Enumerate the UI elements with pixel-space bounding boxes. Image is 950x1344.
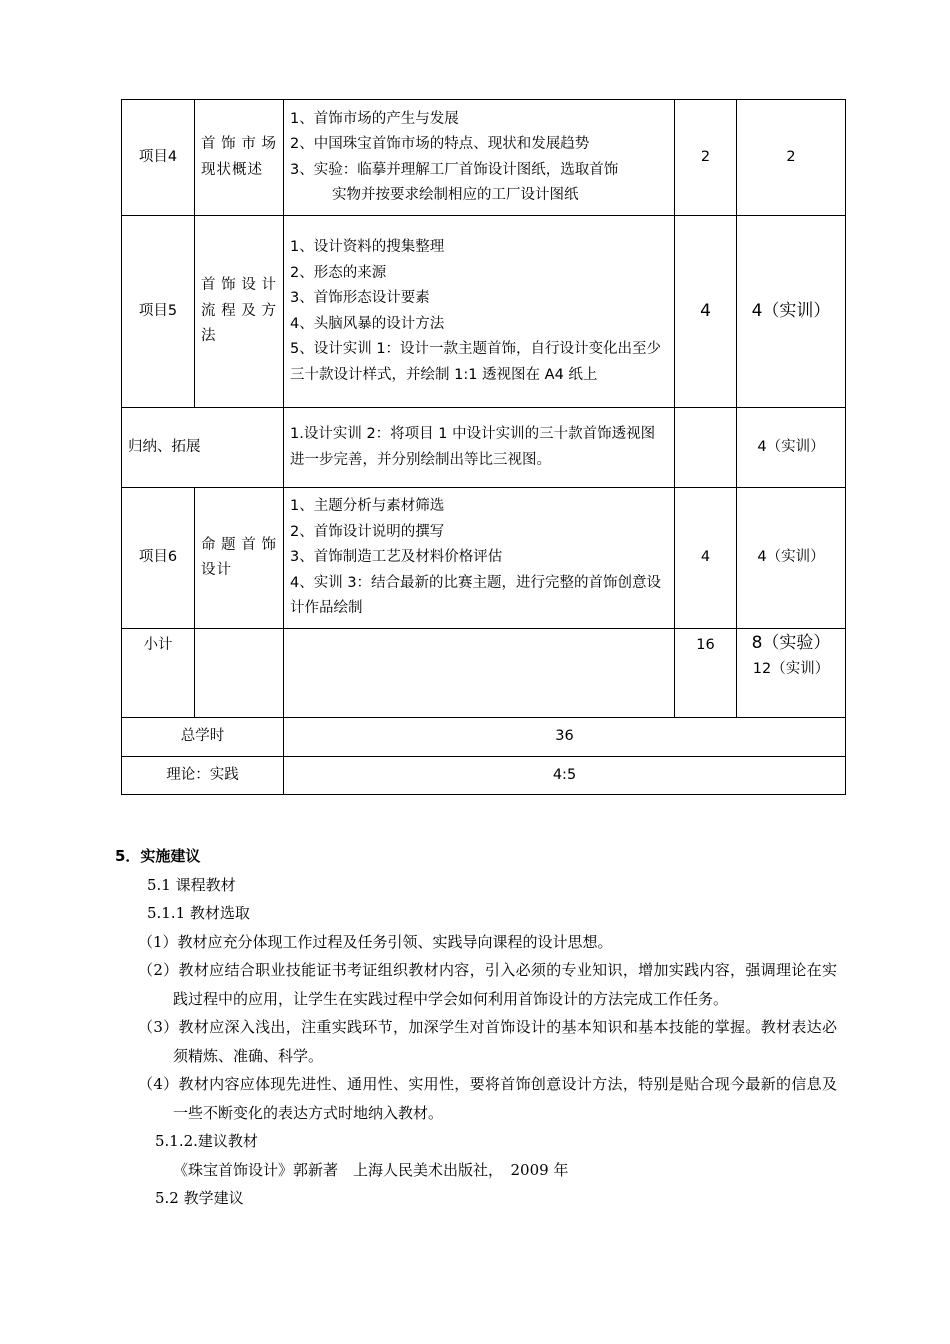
content-cell [284,100,675,216]
table-row [122,216,846,408]
list-item-text: （3）教材应深入浅出，注重实践环节，加深学生对首饰设计的基本知识和基本技能的掌握。教材表达必须精炼、准确、科学。 [138,1018,837,1065]
recommended-book: 《珠宝首饰设计》郭新著 上海人民美术出版社， 2009 年 [173,1160,569,1179]
subsection-heading: 5.1.2.建议教材 [155,1132,258,1150]
subtotal-hours: 16 [675,629,737,718]
list-item [0,956,950,1013]
content-line: 1、首饰市场的产生与发展 [290,110,459,127]
subsection-heading: 5.1 课程教材 [147,875,236,894]
subsection-heading: 5.1.1 教材选取 [147,904,250,922]
ratio-row [122,757,846,795]
content-cell [284,408,675,488]
subsection-heading: 5.2 教学建议 [155,1189,244,1207]
list-item-text: （4）教材内容应体现先进性、通用性、实用性，要将首饰创意设计方法，特别是贴合现今最新的信息及一些不断变化的表达方式时地纳入教材。 [138,1075,837,1122]
empty-cell [284,629,675,718]
section-heading: 5．实施建议 [115,847,201,865]
project-name-cell: 命题首饰设计 [195,488,284,629]
list-item-text: （2）教材应结合职业技能证书考证组织教材内容，引入必须的专业知识，增加实践内容，强调理论在实践过程中的应用，让学生在实践过程中学会如何利用首饰设计的方法完成工作任务。 [138,961,837,1008]
list-item: （1）教材应充分体现工作过程及任务引领、实践导向课程的设计思想。 [138,932,613,951]
content-line: 5、设计实训 1：设计一款主题首饰，自行设计变化出至少三十款设计样式，并绘制 1:1 透视图在 A4 纸上 [290,341,662,383]
table-row [122,488,846,629]
content-cell [284,488,675,629]
table-row [122,408,846,488]
content-line: 实物并按要求绘制相应的工厂设计图纸 [332,187,579,203]
total-label: 总学时 [122,718,284,757]
empty-cell [195,629,284,718]
list-item [0,1013,950,1070]
table-row [122,100,846,216]
project-cell: 项目6 [122,488,195,629]
practice-cell: 4（实训） [737,216,846,408]
ratio-value: 4:5 [284,757,846,795]
list-item [0,1070,950,1127]
content-line: 4、实训 3：结合最新的比赛主题，进行完整的首饰创意设计作品绘制 [290,574,662,617]
project-cell: 项目4 [122,100,195,216]
ratio-label: 理论：实践 [122,757,284,795]
content-line: 2、形态的来源 [290,264,387,281]
project-name-cell: 首饰市场现状概述 [195,100,284,216]
content-line: 2、首饰设计说明的撰写 [290,523,445,540]
subtotal-practice-line: 8（实验） [751,633,831,653]
total-row [122,718,846,757]
subtotal-row [122,629,846,718]
implementation-section [0,842,950,1213]
project-cell: 归纳、拓展 [122,408,284,488]
hours-cell: 4 [675,488,737,629]
practice-cell: 4（实训） [737,488,846,629]
content-line: 1.设计实训 2：将项目 1 中设计实训的三十款首饰透视图进一步完善，并分别绘制出等比三视图。 [290,426,656,468]
total-value: 36 [284,718,846,757]
content-line: 3、首饰形态设计要素 [290,290,430,306]
content-line: 4、头脑风暴的设计方法 [290,315,445,332]
subtotal-practice [737,629,846,718]
hours-cell [675,408,737,488]
course-schedule-table [121,99,846,795]
content-line: 2、中国珠宝首饰市场的特点、现状和发展趋势 [290,136,590,152]
content-line: 3、首饰制造工艺及材料价格评估 [290,549,503,566]
content-line: 1、主题分析与素材筛选 [290,498,445,515]
practice-cell: 2 [737,100,846,216]
content-line: 3、实验：临摹并理解工厂首饰设计图纸，选取首饰 [290,161,619,178]
project-name-cell: 首饰设计流程及方法 [195,216,284,408]
content-line: 1、设计资料的搜集整理 [290,239,445,255]
content-cell [284,216,675,408]
practice-cell: 4（实训） [737,408,846,488]
subtotal-label: 小计 [122,629,195,718]
hours-cell: 4 [675,216,737,408]
subtotal-practice-line: 12（实训） [752,660,830,677]
hours-cell: 2 [675,100,737,216]
project-cell: 项目5 [122,216,195,408]
